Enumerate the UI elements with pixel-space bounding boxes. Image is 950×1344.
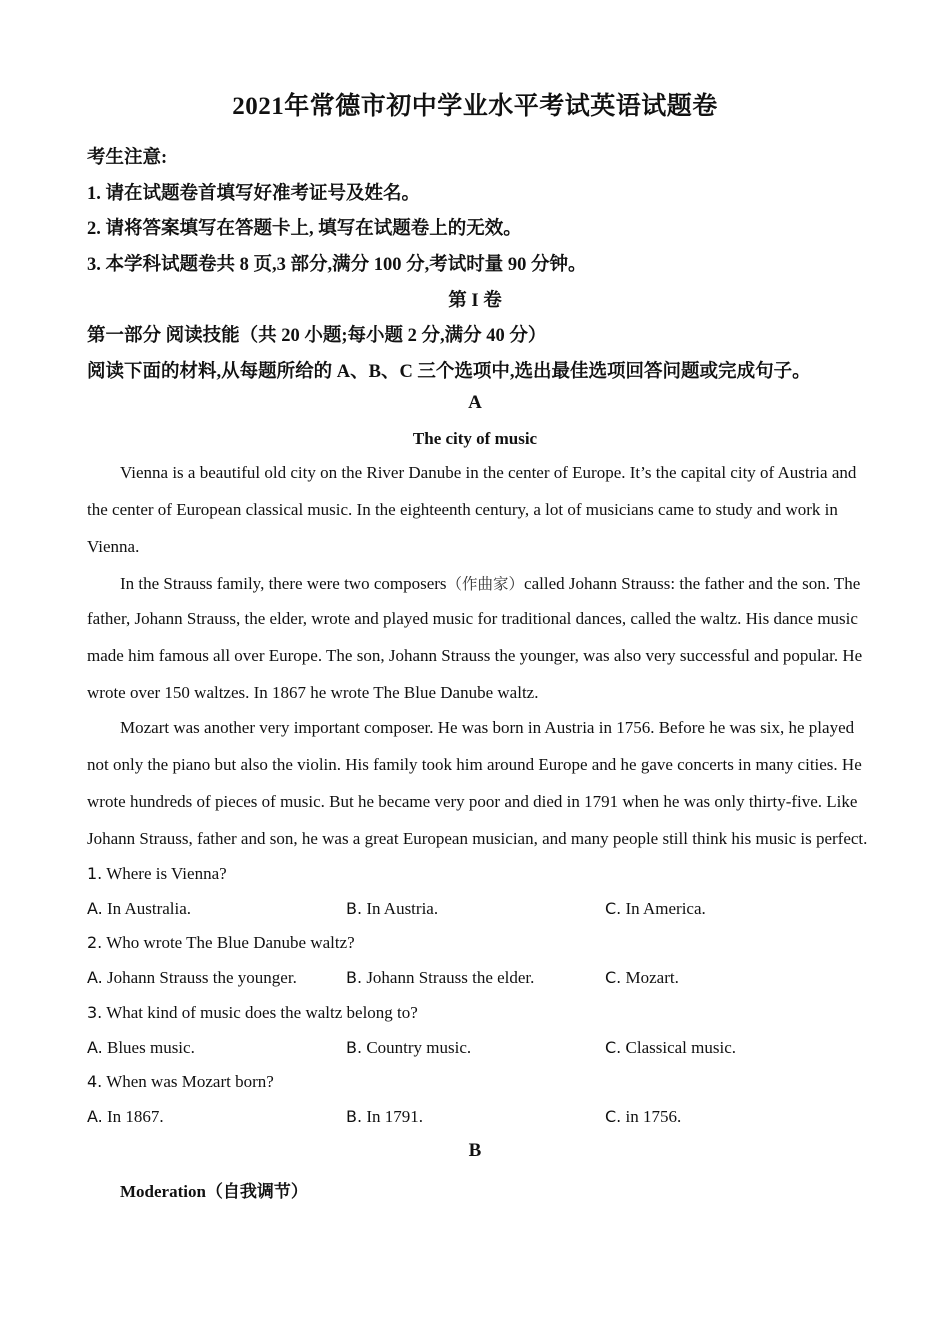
notice-item: 1. 请在试题卷首填写好准考证号及姓名。: [87, 184, 421, 204]
option-text: Johann Strauss the elder.: [366, 968, 535, 987]
question: [87, 1072, 274, 1092]
option-letter: A.: [87, 899, 103, 918]
option-text: In America.: [625, 899, 706, 918]
part-heading: 第一部分 阅读技能（共 20 小题;每小题 2 分,满分 40 分）: [87, 326, 547, 346]
question-number: 2.: [87, 933, 103, 952]
option-text: In 1791.: [366, 1107, 423, 1126]
question-text: Where is Vienna?: [106, 864, 227, 883]
option-a: [87, 1107, 164, 1127]
passage-label: B: [468, 1140, 482, 1161]
passage-line: not only the piano but also the violin. His family took him around Europe and he gave concerts in many cities. He: [87, 755, 862, 774]
option-letter: C.: [605, 899, 622, 918]
notice-item: 3. 本学科试题卷共 8 页,3 部分,满分 100 分,考试时量 90 分钟。: [87, 255, 587, 275]
option-text: Country music.: [366, 1038, 472, 1057]
passage-line: the center of European classical music. In the eighteenth century, a lot of musicians came to study and work in: [87, 500, 838, 519]
option-letter: B.: [346, 899, 363, 918]
passage-text: called Johann Strauss: the father and the son. The: [524, 574, 861, 593]
option-text: In Australia.: [107, 899, 192, 918]
option-letter: A.: [87, 1107, 103, 1126]
option-letter: B.: [346, 1107, 363, 1126]
option-text: Mozart.: [625, 968, 679, 987]
option-letter: C.: [605, 1107, 622, 1126]
passage-line: Vienna.: [87, 537, 140, 556]
option-b: [346, 968, 534, 988]
option-letter: A.: [87, 1038, 103, 1057]
option-letter: B.: [346, 968, 363, 987]
option-letter: B.: [346, 1038, 363, 1057]
option-text: Blues music.: [107, 1038, 195, 1057]
option-a: [87, 968, 297, 988]
passage-gloss: （作曲家）: [446, 575, 525, 593]
option-text: In Austria.: [366, 899, 439, 918]
option-a: [87, 1038, 195, 1058]
passage-line: Vienna is a beautiful old city on the River Danube in the center of Europe. It’s the capital city of Austria and: [120, 463, 857, 482]
question-number: 4.: [87, 1072, 103, 1091]
question-text: Who wrote The Blue Danube waltz?: [106, 933, 355, 952]
question-number: 3.: [87, 1003, 103, 1022]
option-text: Johann Strauss the younger.: [107, 968, 297, 987]
option-text: in 1756.: [625, 1107, 682, 1126]
question: [87, 1003, 418, 1023]
passage-title: The city of music: [412, 429, 538, 448]
option-c: [605, 899, 706, 919]
passage-line: Mozart was another very important composer. He was born in Austria in 1756. Before he was six, he played: [120, 718, 855, 737]
question-number: 1.: [87, 864, 103, 883]
option-text: Classical music.: [625, 1038, 736, 1057]
option-letter: A.: [87, 968, 103, 987]
option-b: [346, 899, 438, 919]
question-text: When was Mozart born?: [106, 1072, 274, 1091]
passage-line: made him famous all over Europe. The son, Johann Strauss the younger, was also very successful and popular. He: [87, 646, 863, 665]
page-title: 2021年常德市初中学业水平考试英语试题卷: [232, 93, 718, 120]
option-c: [605, 1038, 736, 1058]
question-text: What kind of music does the waltz belong to?: [106, 1003, 418, 1022]
passage-label: A: [468, 392, 482, 413]
passage-line: Johann Strauss, father and son, he was a great European musician, and many people still think his music is perfect.: [87, 829, 868, 848]
option-c: [605, 1107, 681, 1127]
option-letter: C.: [605, 1038, 622, 1057]
notice-item: 2. 请将答案填写在答题卡上, 填写在试题卷上的无效。: [87, 219, 522, 239]
option-a: [87, 899, 191, 919]
passage-line: [120, 572, 860, 594]
question: [87, 933, 355, 953]
option-text: In 1867.: [107, 1107, 164, 1126]
option-b: [346, 1107, 423, 1127]
option-c: [605, 968, 679, 988]
notice-heading: 考生注意:: [87, 148, 168, 168]
volume-label: 第 I 卷: [448, 291, 502, 311]
passage-text: In the Strauss family, there were two composers: [120, 574, 447, 593]
passage-line: father, Johann Strauss, the elder, wrote and played music for traditional dances, called the waltz. His dance music: [87, 609, 858, 628]
passage-line: wrote over 150 waltzes. In 1867 he wrote The Blue Danube waltz.: [87, 683, 539, 702]
passage-title: Moderation（自我调节）: [120, 1182, 308, 1201]
part-instruction: 阅读下面的材料,从每题所给的 A、B、C 三个选项中,选出最佳选项回答问题或完成句子。: [87, 362, 811, 382]
option-b: [346, 1038, 471, 1058]
passage-line: wrote hundreds of pieces of music. But he became very poor and died in 1791 when he was only thirty-five. Like: [87, 792, 858, 811]
option-letter: C.: [605, 968, 622, 987]
question: [87, 864, 227, 884]
